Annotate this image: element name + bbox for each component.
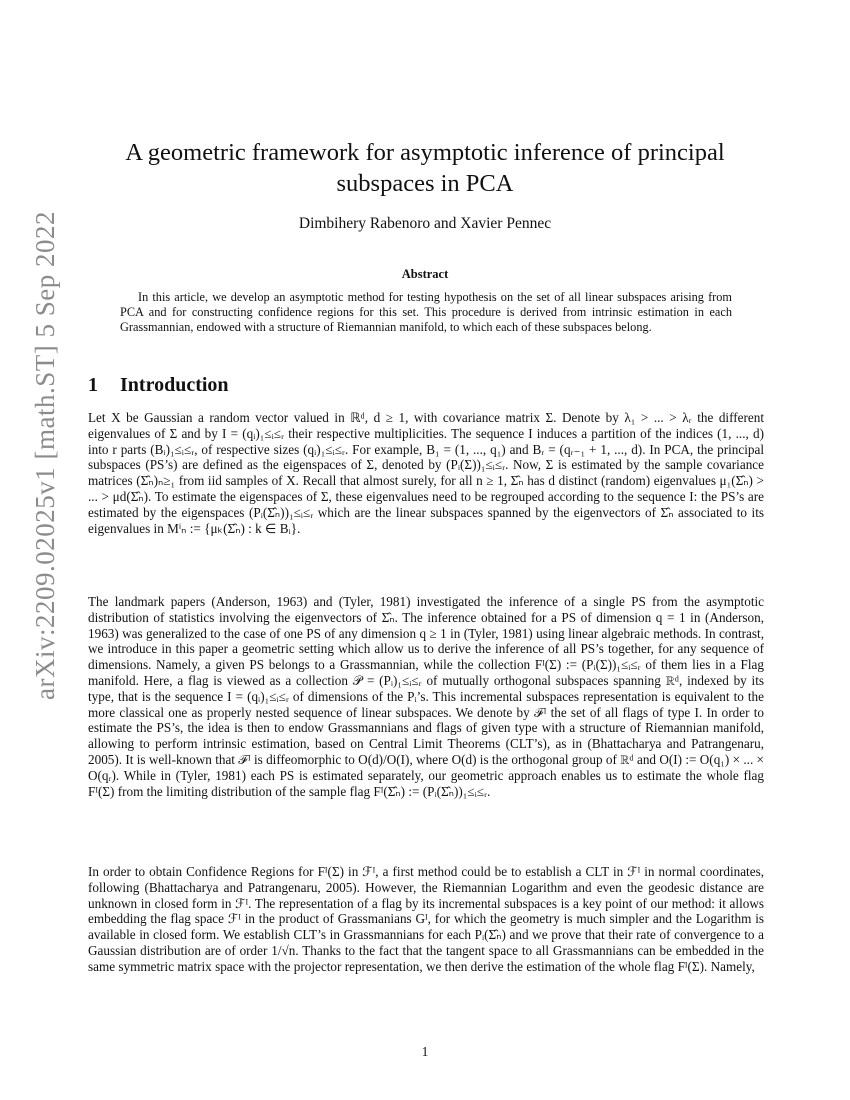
section-heading-introduction	[88, 374, 229, 397]
paper-title: A geometric framework for asymptotic inference of principal subspaces in PCA	[125, 139, 725, 197]
intro-paragraph-2: The landmark papers (Anderson, 1963) and (Tyler, 1981) investigated the inference of a single PS from the asymptotic distribution of statistics involving the eigenvectors of Σ̂ₙ. The inference obtained for a PS of dimension q = 1 in (Anderson, 1963) was generalized to the case of one PS of any dimension q ≥ 1 in (Tyler, 1981) using linear algebraic methods. In contrast, we introduce in this paper a geometric setting which allow us to derive the inference of all PS’s together, for any sequence of dimensions. Namely, a given PS belongs to a Grassmannian, while the collection Fᴵ(Σ) := (Pᵢ(Σ))₁≤ᵢ≤ᵣ of them lies in a Flag manifold. Here, a flag is viewed as a collection 𝒫 = (Pᵢ)₁≤ᵢ≤ᵣ of mutually orthogonal subspaces spanning ℝᵈ, indexed by its type, that is the sequence I = (qᵢ)₁≤ᵢ≤ᵣ of dimensions of the Pᵢ’s. This incremental subspaces representation is equivalent to the more classical one as properly nested sequence of linear subspaces. We denote by ℱᴵ the set of all flags of type I. In order to estimate the PS’s, the idea is then to endow Grassmannians and flags of given type with a structure of Riemannian manifold, allowing to perform intrinsic estimation, based on Central Limit Theorems (CLT’s), as in (Bhattacharya and Patrangenaru, 2005). It is well-known that ℱᴵ is diffeomorphic to O(d)/O(I), where O(d) is the orthogonal group of ℝᵈ and O(I) := O(q₁) × ... × O(qᵣ). While in (Tyler, 1981) each PS is estimated separately, our geometric approach enables us to estimate the whole flag Fᴵ(Σ) from the limiting distribution of the sample flag Fᴵ(Σ̂ₙ) := (Pᵢ(Σ̂ₙ))₁≤ᵢ≤ᵣ.	[88, 594, 764, 799]
abstract-text: In this article, we develop an asymptotic method for testing hypothesis on the set of all linear subspaces arising from PCA and for constructing confidence regions for this set. This procedure is derived from intrinsic estimation in each Grassmannian, endowed with a structure of Riemannian manifold, to which each of these subspaces belong.	[120, 290, 732, 335]
intro-paragraph-1: Let X be Gaussian a random vector valued in ℝᵈ, d ≥ 1, with covariance matrix Σ. Denote by λ₁ > ... > λᵣ the different eigenvalues of Σ and by I = (qᵢ)₁≤ᵢ≤ᵣ their respective multiplicities. The sequence I induces a partition of the indices (1, ..., d) into r parts (Bᵢ)₁≤ᵢ≤ᵣ, of respective sizes (qᵢ)₁≤ᵢ≤ᵣ. For example, B₁ = (1, ..., q₁) and Bᵣ = (qᵣ₋₁ + 1, ..., d). In PCA, the principal subspaces (PS’s) are defined as the eigenspaces of Σ, denoted by (Pᵢ(Σ))₁≤ᵢ≤ᵣ. Now, Σ is estimated by the sample covariance matrices (Σ̂ₙ)ₙ≥₁ from iid samples of X. Recall that almost surely, for all n ≥ 1, Σ̂ₙ has d distinct (random) eigenvalues μ₁(Σ̂ₙ) > ... > μd(Σ̂ₙ). To estimate the eigenspaces of Σ, these eigenvalues need to be regrouped according to the sequence I: the PS’s are estimated by the eigenspaces (Pᵢ(Σ̂ₙ))₁≤ᵢ≤ᵣ which are the linear subspaces spanned by the eigenvectors of Σ̂ₙ associated to its eigenvalues in Mⁱₙ := {μₖ(Σ̂ₙ) : k ∈ Bᵢ}.	[88, 410, 764, 536]
abstract-heading: Abstract	[401, 267, 449, 281]
section-title: Introduction	[120, 374, 229, 396]
intro-paragraph-3: In order to obtain Confidence Regions for Fᴵ(Σ) in ℱᴵ, a first method could be to establish a CLT in ℱᴵ in normal coordinates, following (Bhattacharya and Patrangenaru, 2005). However, the Riemannian Logarithm and even the geodesic distance are unknown in closed form in ℱᴵ. The representation of a flag by its incremental subspaces is a key point of our method: it allows embedding the flag space ℱᴵ in the product of Grassmanians Gᴵ, for which the geometry is much simpler and the Logarithm is available in closed form. We establish CLT’s in Grassmannians for each Pᵢ(Σ̂ₙ) and we prove that their rate of convergence to a Gaussian distribution are of order 1/√n. Thanks to the fact that the tangent space to all Grassmannians can be embedded in the same symmetric matrix space with the projector representation, we then derive the estimation of the whole flag Fᴵ(Σ). Namely,	[88, 864, 764, 974]
section-number: 1	[88, 374, 98, 396]
page-number: 1	[421, 1044, 429, 1059]
arxiv-identifier: arXiv:2209.02025v1 [math.ST] 5 Sep 2022	[30, 211, 60, 700]
paper-authors: Dimbihery Rabenoro and Xavier Pennec	[298, 215, 552, 232]
